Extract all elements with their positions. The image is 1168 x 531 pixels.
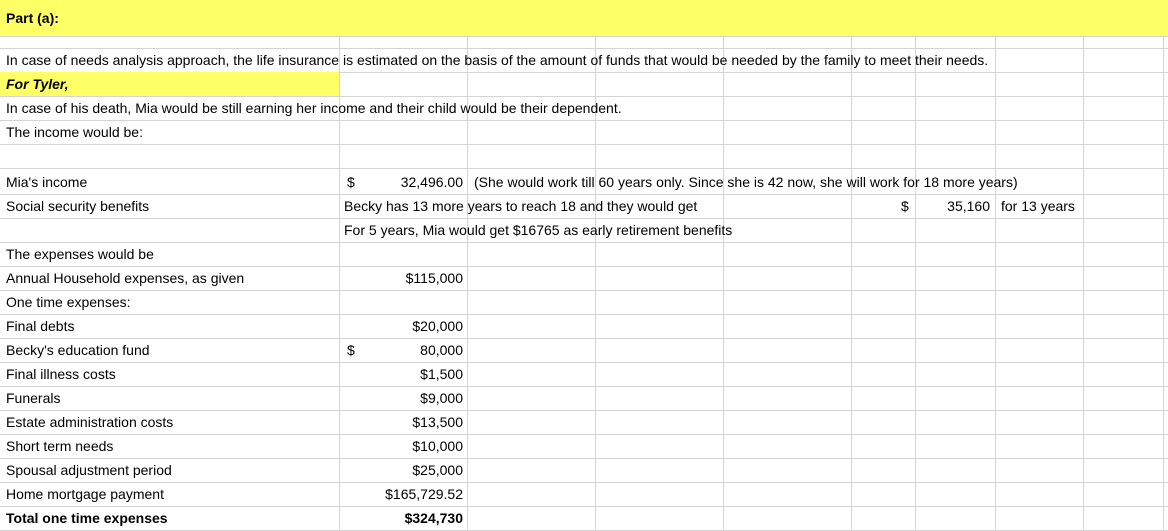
expense-label: Final debts: [6, 318, 75, 334]
early-retirement-note: For 5 years, Mia would get $16765 as early retirement benefits: [344, 222, 733, 238]
one-time-heading-row: [0, 290, 1168, 314]
total-label: Total one time expenses: [6, 510, 168, 526]
expense-row: [0, 362, 1168, 386]
expense-currency: $: [347, 342, 355, 358]
mia-income-value: 32,496.00: [400, 174, 463, 190]
social-security-currency: $: [901, 198, 909, 214]
expense-value: $1,500: [420, 366, 463, 382]
expense-value: $13,500: [412, 414, 463, 430]
mia-income-note: (She would work till 60 years only. Since she is 42 now, she will work for 18 more years): [474, 174, 1018, 190]
mia-income-row: [0, 170, 1168, 194]
social-security-value: 35,160: [947, 198, 990, 214]
expense-label: Funerals: [6, 390, 61, 406]
expense-label: Home mortgage payment: [6, 486, 164, 502]
expense-row: [0, 410, 1168, 434]
annual-expenses-value: $115,000: [405, 270, 463, 286]
total-row: [0, 506, 1168, 530]
expense-value: $165,729.52: [385, 486, 463, 502]
social-security-row: [0, 194, 1168, 218]
expense-value: $20,000: [412, 318, 463, 334]
social-security-note: Becky has 13 more years to reach 18 and they would get: [344, 198, 698, 214]
intro-line-2: In case of his death, Mia would be still earning her income and their child would be their dependent.: [6, 100, 622, 116]
intro-line-1: In case of needs analysis approach, the life insurance is estimated on the basis of the amount of funds that would be needed by the family to meet their needs.: [6, 52, 989, 68]
expense-row: [0, 434, 1168, 458]
expenses-heading-row: [0, 242, 1168, 266]
intro-line-3: The income would be:: [6, 124, 143, 140]
expense-row: [0, 386, 1168, 410]
early-retirement-row: [0, 218, 1168, 242]
expense-value: $10,000: [412, 438, 463, 454]
social-security-years: for 13 years: [1001, 198, 1075, 214]
mia-income-label: Mia's income: [6, 174, 88, 190]
intro-row-2: [0, 72, 1168, 96]
expense-label: Estate administration costs: [6, 414, 174, 430]
expense-label: Spousal adjustment period: [6, 462, 172, 478]
annual-expenses-row: [0, 266, 1168, 290]
annual-expenses-label: Annual Household expenses, as given: [6, 270, 245, 286]
part-label: Part (a):: [6, 10, 59, 26]
social-security-label: Social security benefits: [6, 198, 150, 214]
expense-value: $25,000: [412, 462, 463, 478]
expense-row: [0, 458, 1168, 482]
expense-row: [0, 314, 1168, 338]
expense-row: [0, 338, 1168, 362]
intro-row-1: [0, 48, 1168, 72]
one-time-label: One time expenses:: [6, 294, 131, 310]
intro-row-4: [0, 120, 1168, 144]
intro-row-3: [0, 96, 1168, 120]
expense-label: Becky's education fund: [6, 342, 150, 358]
header-row: [0, 0, 1168, 36]
total-value: $324,730: [404, 510, 463, 526]
for-tyler-label: For Tyler,: [0, 72, 339, 96]
expense-label: Short term needs: [6, 438, 114, 454]
expense-row: [0, 482, 1168, 506]
expense-value: 80,000: [420, 342, 463, 358]
expenses-heading: The expenses would be: [6, 246, 154, 262]
mia-income-currency: $: [347, 174, 355, 190]
expense-label: Final illness costs: [6, 366, 116, 382]
expense-value: $9,000: [420, 390, 463, 406]
